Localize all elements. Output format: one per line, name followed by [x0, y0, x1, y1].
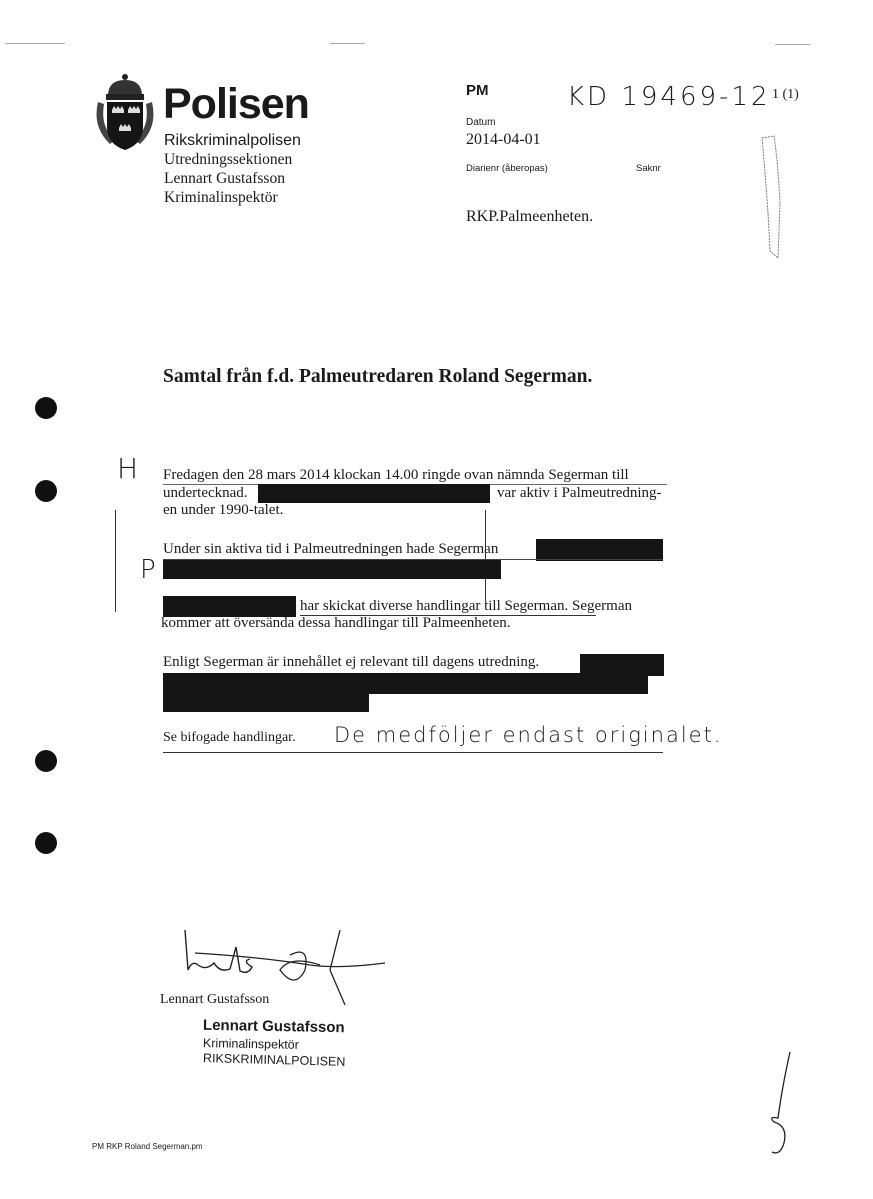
saknr-label: Saknr	[636, 163, 661, 174]
paragraph-1-line-2-end: var aktiv i Palmeutredning-	[497, 485, 662, 501]
paragraph-1-line-1: Fredagen den 28 mars 2014 klockan 14.00 ringde ovan nämnda Segerman till	[163, 467, 629, 483]
scan-artifact	[775, 44, 810, 45]
section-name: Utredningssektionen	[164, 151, 293, 168]
author-title: Kriminalinspektör	[164, 189, 278, 206]
date-value: 2014-04-01	[466, 131, 541, 148]
margin-mark-h: H	[117, 452, 140, 485]
recipient: RKP.Palmeenheten.	[466, 208, 594, 225]
paragraph-1-line-3: en under 1990-talet.	[163, 502, 284, 518]
document-title: Samtal från f.d. Palmeutredaren Roland Segerman.	[163, 366, 593, 387]
doc-type: PM	[466, 82, 489, 99]
redaction-block	[163, 673, 648, 694]
staple-mark	[760, 133, 782, 263]
punch-hole	[35, 750, 57, 772]
page-indicator: 1 (1)	[772, 87, 799, 102]
redaction-block	[163, 692, 369, 712]
scan-artifact	[330, 43, 365, 44]
org-unit: Rikskriminalpolisen	[164, 132, 301, 149]
handwritten-note: De medföljer endast originalet.	[334, 723, 723, 747]
author-name: Lennart Gustafsson	[164, 170, 285, 187]
paragraph-3-line-2: kommer att översända dessa handlingar till Palmeenheten.	[161, 615, 511, 631]
paragraph-4-line-1: Enligt Segerman är innehållet ej relevant till dagens utredning.	[163, 654, 540, 670]
punch-hole	[35, 397, 57, 419]
stamp-org: RIKSKRIMINALPOLISEN	[202, 1051, 346, 1069]
date-label: Datum	[466, 117, 496, 128]
footer-filename: PM RKP Roland Segerman.pm	[92, 1142, 203, 1151]
handwritten-case-ref: KD 19469-12	[567, 82, 771, 112]
redaction-block	[258, 484, 490, 503]
handwritten-initial	[760, 1048, 800, 1158]
attachments-note: Se bifogade handlingar.	[163, 730, 296, 745]
scan-artifact	[5, 43, 65, 44]
redaction-block	[536, 539, 663, 561]
paragraph-1-line-2-start: undertecknad.	[163, 485, 248, 501]
police-crest-icon	[90, 72, 160, 154]
redaction-block	[163, 560, 501, 579]
brand-name: Polisen	[163, 80, 309, 128]
diarienr-label: Diarienr (åberopas)	[466, 163, 548, 174]
punch-hole	[35, 832, 57, 854]
stamp-title: Kriminalinspektör	[202, 1036, 299, 1052]
signer-printed-name: Lennart Gustafsson	[160, 992, 270, 1007]
punch-hole	[35, 480, 57, 502]
redaction-block	[163, 596, 296, 617]
paragraph-2-line-1: Under sin aktiva tid i Palmeutredningen hade Segerman	[163, 541, 499, 557]
margin-line	[115, 510, 116, 612]
underline-mark	[163, 752, 663, 753]
margin-mark-p: P	[140, 555, 157, 585]
stamp-name: Lennart Gustafsson	[202, 1016, 345, 1037]
paragraph-3-line-1-end: har skickat diverse handlingar till Segerman. Segerman	[300, 598, 632, 614]
